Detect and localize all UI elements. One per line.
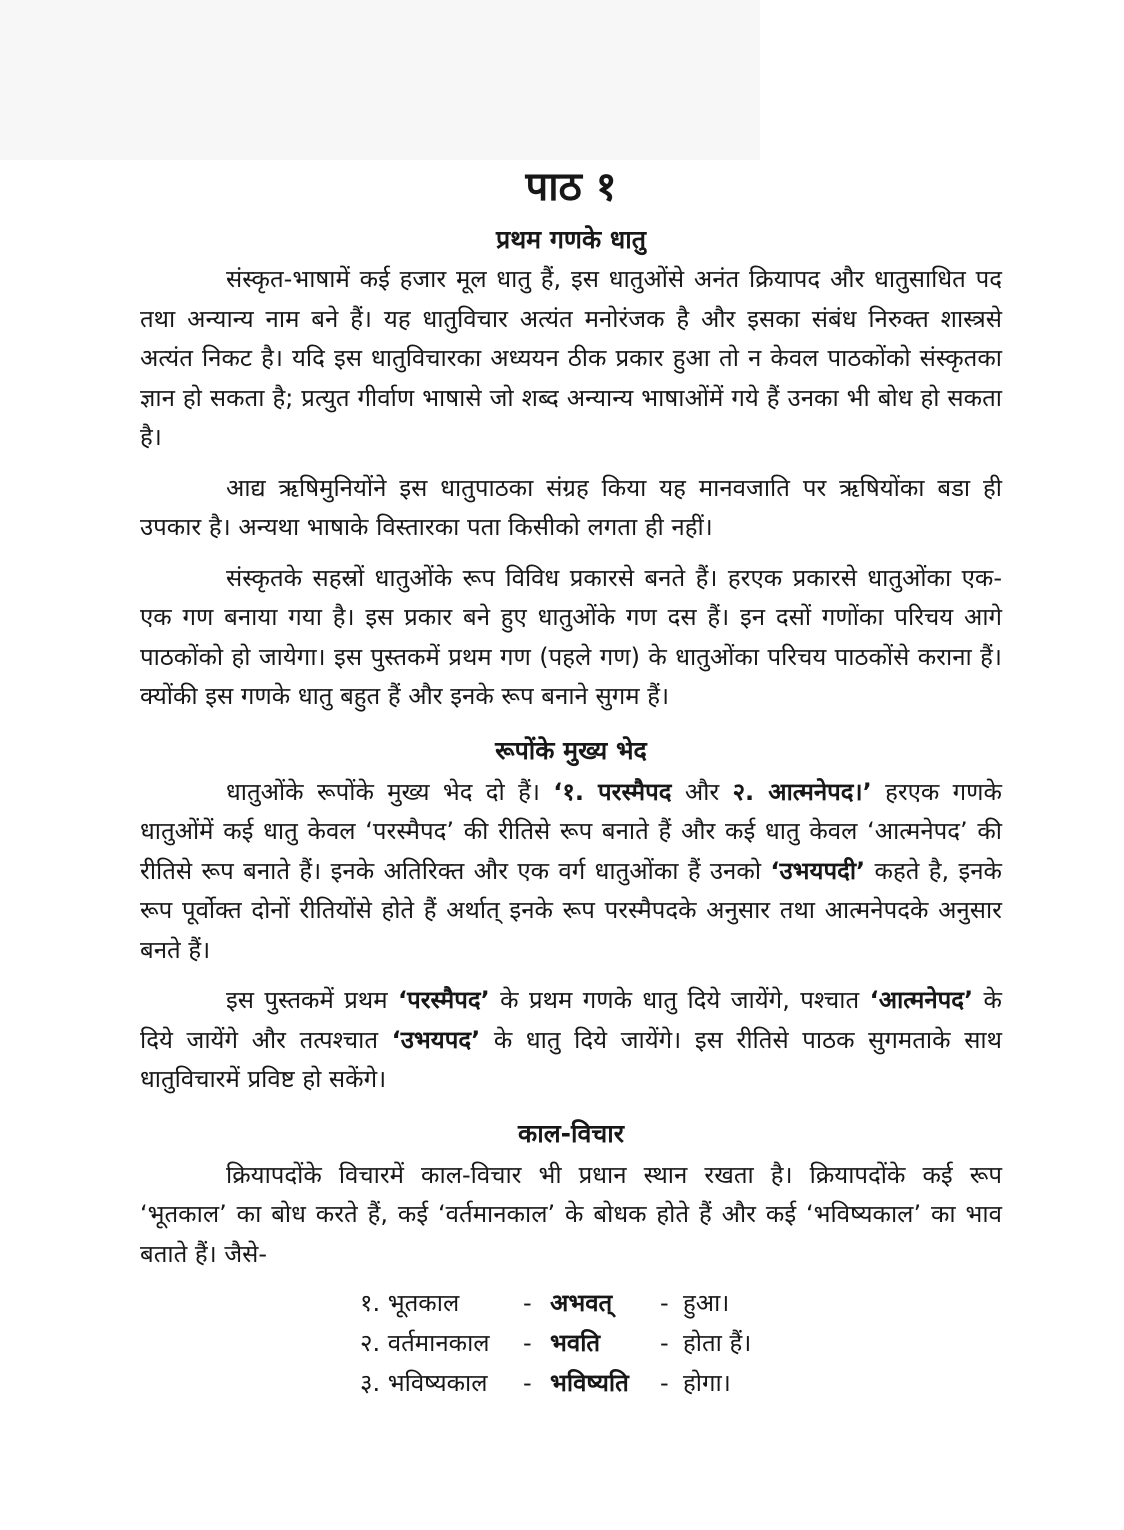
separator-dash: -	[660, 1289, 669, 1317]
text-segment: और	[671, 777, 733, 806]
lesson-subtitle: प्रथम गणके धातु	[495, 225, 646, 254]
scan-shade	[0, 0, 760, 160]
kaala-vichara-paragraph: क्रियापदोंके विचारमें काल-विचार भी प्रधान स्थान रखता है। क्रियापदोंके कई रूप ‘भूतकाल’ का बोध करते हैं, कई ‘वर्तमानकाल’ के बोधक होते हैं और कई ‘भविष्यकाल’ का भाव बताते हैं। जैसे-	[140, 1160, 1002, 1268]
list-item	[360, 1283, 1002, 1323]
bold-term: ‘उभयपदी’	[770, 856, 866, 885]
tense-name: ३. भविष्यकाल	[360, 1369, 488, 1397]
rupa-bheda-paragraph-1	[140, 773, 1002, 971]
separator-dash: -	[523, 1289, 532, 1317]
tense-example-list	[360, 1283, 1002, 1403]
bold-term: ‘१. परस्मैपद	[553, 777, 672, 806]
bold-term: ‘आत्मनेपद’	[869, 986, 974, 1014]
section-heading-rupa-bheda: रूपोंके मुख्य भेद	[495, 735, 647, 765]
text-segment: के दिये जायेंगे और तत्पश्चात	[140, 986, 1002, 1054]
separator-dash: -	[660, 1369, 669, 1397]
section-heading-kaala-vichara: काल-विचार	[518, 1118, 624, 1148]
separator-dash: -	[660, 1329, 669, 1357]
meaning: हुआ।	[683, 1289, 730, 1317]
bold-term: ‘परस्मैपद’	[397, 986, 490, 1014]
verb-form: भवति	[550, 1329, 601, 1357]
bold-term: ‘उभयपद’	[391, 1025, 481, 1054]
separator-dash: -	[523, 1369, 532, 1397]
text-segment: कहते है, इनके रूप पूर्वोक्त दोनों रीतियोंसे होते हैं अर्थात् इनके रूप परस्मैपदके अनुसार तथा आत्मनेपदके अनुसार बनते हैं।	[140, 856, 1002, 964]
intro-paragraph-1: संस्कृत-भाषामें कई हजार मूल धातु हैं, इस धातुओंसे अनंत क्रियापद और धातुसाधित पद तथा अन्यान्य नाम बने हैं। यह धातुविचार अत्यंत मनोरंजक है और इसका संबंध निरुक्त शास्त्रसे अत्यंत निकट है। यदि इस धातुविचारका अध्ययन ठीक प्रकार हुआ तो न केवल पाठकोंको संस्कृतका ज्ञान हो सकता है; प्रत्युत गीर्वाण भाषासे जो शब्द अन्यान्य भाषाओंमें गये हैं उनका भी बोध हो सकता है।	[140, 265, 1002, 451]
list-item	[360, 1363, 1002, 1403]
verb-form: भविष्यति	[550, 1369, 629, 1397]
tense-name: १. भूतकाल	[360, 1289, 460, 1317]
text-segment: के प्रथम गणके धातु दिये जायेंगे, पश्चात	[489, 986, 870, 1014]
intro-paragraph-3: संस्कृतके सहस्रों धातुओंके रूप विविध प्रकारसे बनते हैं। हरएक प्रकारसे धातुओंका एक-एक गण बनाया गया है। इस प्रकार बने हुए धातुओंके गण दस हैं। इन दसों गणोंका परिचय आगे पाठकोंको हो जायेगा। इस पुस्तकमें प्रथम गण (पहले गण) के धातुओंका परिचय पाठकोंसे कराना हैं। क्योंकी इस गणके धातु बहुत हैं और इनके रूप बनाने सुगम हैं।	[140, 563, 1002, 710]
lesson-title: पाठ १	[525, 164, 617, 210]
text-segment: इस पुस्तकमें प्रथम	[226, 986, 398, 1014]
text-segment: हरएक गणके धातुओंमें कई धातु केवल ‘परस्मैपद’ की रीतिसे रूप बनाते हैं और कई धातु केवल ‘आत्मनेपद’ की रीतिसे रूप बनाते हैं। इनके अतिरिक्त और एक वर्ग धातुओंका हैं उनको	[140, 777, 1002, 885]
text-segment: धातुओंके रूपोंके मुख्य भेद दो हैं।	[226, 777, 554, 806]
intro-paragraph-2: आद्य ऋषिमुनियोंने इस धातुपाठका संग्रह किया यह मानवजाति पर ऋषियोंका बडा ही उपकार है। अन्यथा भाषाके विस्तारका पता किसीको लगता ही नहीं।	[140, 473, 1002, 541]
page-content	[140, 158, 1002, 1403]
bold-term: २. आत्मनेपद।’	[732, 777, 872, 806]
rupa-bheda-paragraph-2	[140, 981, 1002, 1100]
meaning: होगा।	[683, 1369, 731, 1397]
separator-dash: -	[523, 1329, 532, 1357]
verb-form: अभवत्	[550, 1289, 613, 1317]
text-segment: के धातु दिये जायेंगे। इस रीतिसे पाठक सुगमताके साथ धातुविचारमें प्रविष्ट हो सकेंगे।	[140, 1025, 1002, 1093]
list-item	[360, 1323, 1002, 1363]
tense-name: २. वर्तमानकाल	[360, 1329, 490, 1357]
meaning: होता हैं।	[683, 1329, 752, 1357]
